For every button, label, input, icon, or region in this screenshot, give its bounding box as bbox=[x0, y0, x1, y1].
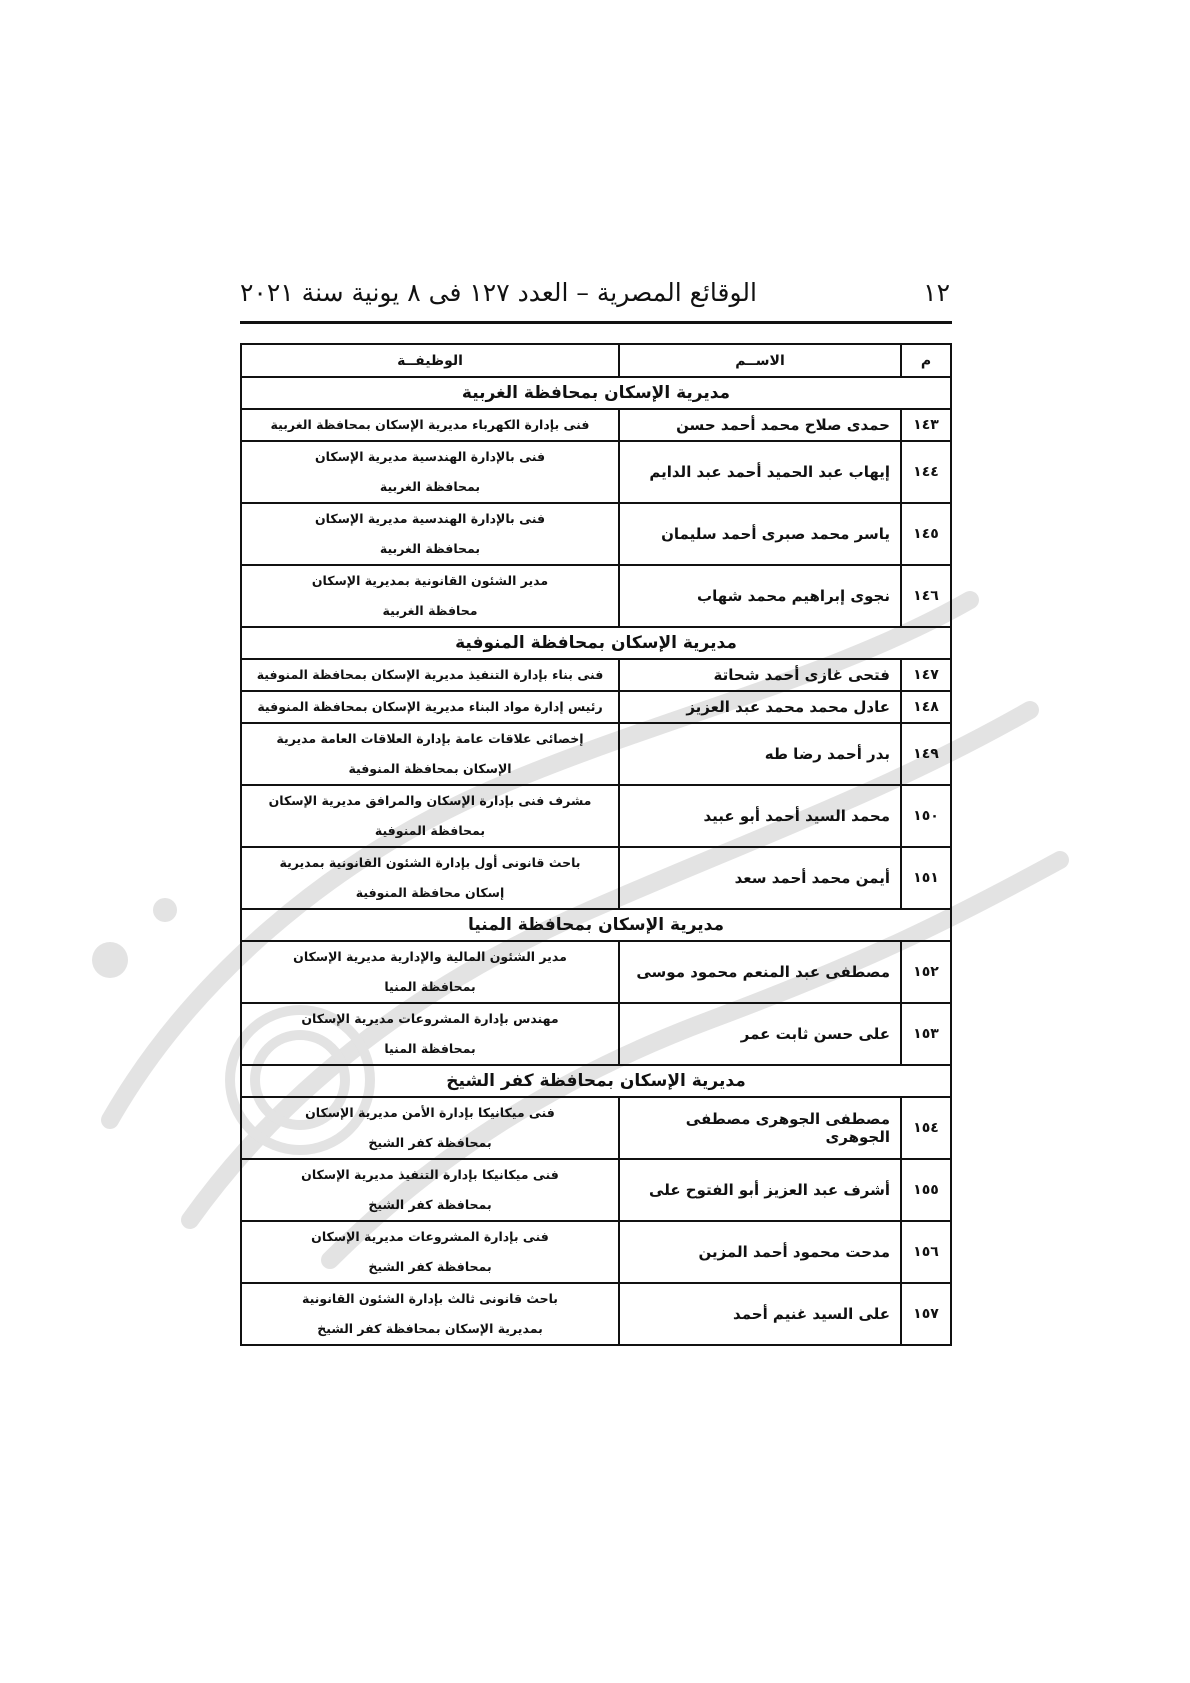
employee-name: إيهاب عبد الحميد أحمد عبد الدايم bbox=[619, 441, 901, 503]
row-number: ١٤٣ bbox=[901, 409, 951, 441]
section-row bbox=[241, 377, 951, 409]
employee-name: على حسن ثابت عمر bbox=[619, 1003, 901, 1065]
employee-name: مصطفى الجوهرى مصطفى الجوهرى bbox=[619, 1097, 901, 1159]
table-row bbox=[241, 441, 951, 503]
employee-job bbox=[241, 1221, 619, 1283]
job-line: بمحافظة المنوفية bbox=[374, 823, 486, 838]
job-line: فنى ميكانيكا بإدارة التنفيذ مديرية الإسكان bbox=[301, 1167, 559, 1182]
employee-job bbox=[241, 785, 619, 847]
employee-name: أشرف عبد العزيز أبو الفتوح على bbox=[619, 1159, 901, 1221]
row-number: ١٥٢ bbox=[901, 941, 951, 1003]
table-row bbox=[241, 659, 951, 691]
column-header-name: الاســم bbox=[619, 344, 901, 377]
job-line: مشرف فنى بإدارة الإسكان والمرافق مديرية الإسكان bbox=[268, 793, 592, 808]
employee-name: بدر أحمد رضا طه bbox=[619, 723, 901, 785]
row-number: ١٥٣ bbox=[901, 1003, 951, 1065]
row-number: ١٤٥ bbox=[901, 503, 951, 565]
job-line: محافظة الغربية bbox=[382, 603, 478, 618]
employee-job bbox=[241, 441, 619, 503]
job-line: فنى ميكانيكا بإدارة الأمن مديرية الإسكان bbox=[305, 1105, 555, 1120]
gazette-title: الوقائع المصرية – العدد ١٢٧ فى ٨ يونية سنة ٢٠٢١ bbox=[240, 277, 757, 307]
employee-job bbox=[241, 503, 619, 565]
job-line: بمحافظة كفر الشيخ bbox=[368, 1135, 492, 1150]
employee-name: مصطفى عبد المنعم محمود موسى bbox=[619, 941, 901, 1003]
employee-job bbox=[241, 723, 619, 785]
employee-job bbox=[241, 1283, 619, 1345]
employees-table bbox=[240, 343, 952, 1346]
header-divider bbox=[240, 321, 952, 324]
section-title: مديرية الإسكان بمحافظة المنوفية bbox=[241, 627, 951, 659]
employee-job bbox=[241, 659, 619, 691]
job-line: بمحافظة كفر الشيخ bbox=[368, 1259, 492, 1274]
job-line: بمحافظة المنيا bbox=[384, 1041, 476, 1056]
section-row bbox=[241, 909, 951, 941]
job-line: فنى بإدارة المشروعات مديرية الإسكان bbox=[311, 1229, 549, 1244]
table-header-row bbox=[241, 344, 951, 377]
job-line: بمحافظة المنيا bbox=[384, 979, 476, 994]
table-row bbox=[241, 785, 951, 847]
row-number: ١٤٦ bbox=[901, 565, 951, 627]
table-row bbox=[241, 691, 951, 723]
table-row bbox=[241, 1003, 951, 1065]
job-line: مدير الشئون القانونية بمديرية الإسكان bbox=[311, 573, 549, 588]
job-line: بمحافظة الغربية bbox=[379, 479, 481, 494]
section-title: مديرية الإسكان بمحافظة كفر الشيخ bbox=[241, 1065, 951, 1097]
row-number: ١٤٧ bbox=[901, 659, 951, 691]
page-header bbox=[240, 270, 950, 314]
job-line: إسكان محافظة المنوفية bbox=[355, 885, 505, 900]
employee-job bbox=[241, 409, 619, 441]
table-row bbox=[241, 847, 951, 909]
table-row bbox=[241, 1159, 951, 1221]
row-number: ١٥٦ bbox=[901, 1221, 951, 1283]
job-line: مدير الشئون المالية والإدارية مديرية الإسكان bbox=[293, 949, 567, 964]
row-number: ١٥٥ bbox=[901, 1159, 951, 1221]
table-row bbox=[241, 723, 951, 785]
section-title: مديرية الإسكان بمحافظة المنيا bbox=[241, 909, 951, 941]
row-number: ١٤٤ bbox=[901, 441, 951, 503]
job-line: باحث قانونى ثالث بإدارة الشئون القانونية bbox=[302, 1291, 558, 1306]
employee-name: على السيد غنيم أحمد bbox=[619, 1283, 901, 1345]
job-line: فنى بناء بإدارة التنفيذ مديرية الإسكان بمحافظة المنوفية bbox=[256, 667, 604, 682]
employee-name: حمدى صلاح محمد أحمد حسن bbox=[619, 409, 901, 441]
job-line: رئيس إدارة مواد البناء مديرية الإسكان بمحافظة المنوفية bbox=[257, 699, 603, 714]
row-number: ١٤٩ bbox=[901, 723, 951, 785]
section-row bbox=[241, 627, 951, 659]
row-number: ١٥٤ bbox=[901, 1097, 951, 1159]
job-line: باحث قانونى أول بإدارة الشئون القانونية بمديرية bbox=[279, 855, 581, 870]
table-row bbox=[241, 1283, 951, 1345]
row-number: ١٤٨ bbox=[901, 691, 951, 723]
row-number: ١٥١ bbox=[901, 847, 951, 909]
employee-name: أيمن محمد أحمد سعد bbox=[619, 847, 901, 909]
column-header-job: الوظيفــة bbox=[241, 344, 619, 377]
row-number: ١٥٧ bbox=[901, 1283, 951, 1345]
section-row bbox=[241, 1065, 951, 1097]
column-header-number: م bbox=[901, 344, 951, 377]
employee-job bbox=[241, 691, 619, 723]
table-row bbox=[241, 503, 951, 565]
table-row bbox=[241, 1097, 951, 1159]
employee-name: فتحى غازى أحمد شحاتة bbox=[619, 659, 901, 691]
table-body bbox=[241, 377, 951, 1345]
job-line: فنى بالإدارة الهندسية مديرية الإسكان bbox=[314, 511, 546, 526]
employee-name: مدحت محمود أحمد المزين bbox=[619, 1221, 901, 1283]
page-number: ١٢ bbox=[923, 277, 950, 307]
table-row bbox=[241, 1221, 951, 1283]
job-line: فنى بالإدارة الهندسية مديرية الإسكان bbox=[314, 449, 546, 464]
employee-name: ياسر محمد صبرى أحمد سليمان bbox=[619, 503, 901, 565]
section-title: مديرية الإسكان بمحافظة الغربية bbox=[241, 377, 951, 409]
employee-name: نجوى إبراهيم محمد شهاب bbox=[619, 565, 901, 627]
employee-job bbox=[241, 1097, 619, 1159]
employee-job bbox=[241, 847, 619, 909]
job-line: فنى بإدارة الكهرباء مديرية الإسكان بمحافظة الغربية bbox=[270, 417, 590, 432]
job-line: بمديرية الإسكان بمحافظة كفر الشيخ bbox=[317, 1321, 543, 1336]
job-line: مهندس بإدارة المشروعات مديرية الإسكان bbox=[301, 1011, 559, 1026]
employee-name: عادل محمد محمد عبد العزيز bbox=[619, 691, 901, 723]
job-line: بمحافظة كفر الشيخ bbox=[368, 1197, 492, 1212]
job-line: إخصائى علاقات عامة بإدارة العلاقات العامة مديرية bbox=[276, 731, 584, 746]
employee-job bbox=[241, 565, 619, 627]
table-row bbox=[241, 941, 951, 1003]
row-number: ١٥٠ bbox=[901, 785, 951, 847]
job-line: الإسكان بمحافظة المنوفية bbox=[348, 761, 512, 776]
employee-job bbox=[241, 941, 619, 1003]
job-line: بمحافظة الغربية bbox=[379, 541, 481, 556]
employee-job bbox=[241, 1003, 619, 1065]
table-row bbox=[241, 565, 951, 627]
employee-job bbox=[241, 1159, 619, 1221]
employee-name: محمد السيد أحمد أبو عبيد bbox=[619, 785, 901, 847]
table-row bbox=[241, 409, 951, 441]
